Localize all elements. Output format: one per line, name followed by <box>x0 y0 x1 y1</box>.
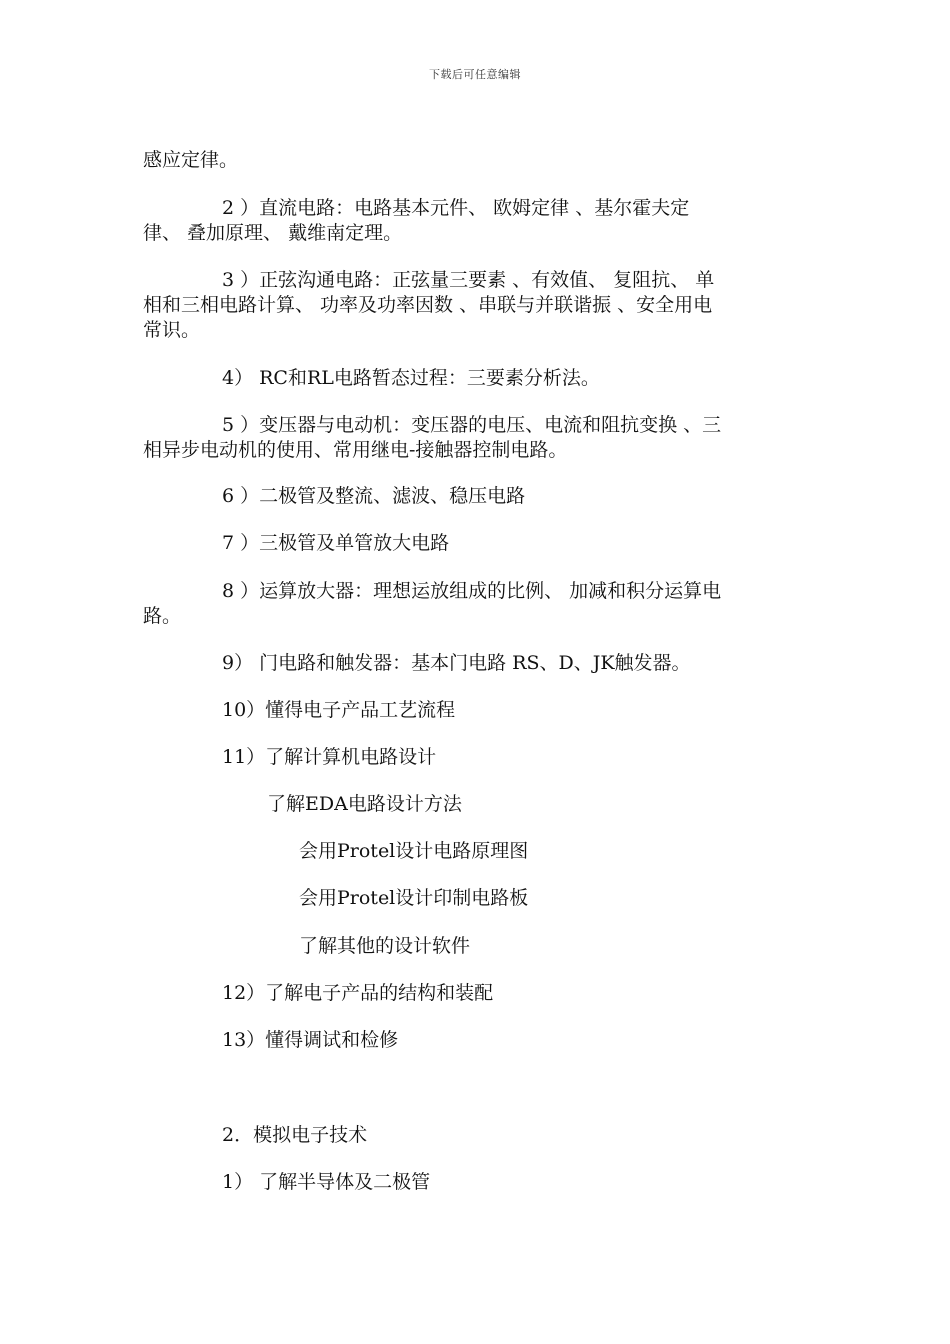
text-line: 11）了解计算机电路设计 <box>222 746 437 768</box>
text-line: 常识。 <box>143 319 201 341</box>
text-line: 4） RC和RL电路暂态过程：三要素分析法。 <box>222 367 600 389</box>
text-line: 9） 门电路和触发器：基本门电路 RS、D、JK触发器。 <box>222 652 691 674</box>
text-line: 5 ）变压器与电动机：变压器的电压、电流和阻抗变换 、三 <box>222 414 722 436</box>
text-line: 12）了解电子产品的结构和装配 <box>222 982 494 1004</box>
text-line: 2 ）直流电路：电路基本元件、 欧姆定律 、基尔霍夫定 <box>222 197 690 219</box>
text-line: 1） 了解半导体及二极管 <box>222 1171 431 1193</box>
text-line: 相异步电动机的使用、常用继电-接触器控制电路。 <box>143 439 568 461</box>
text-line: 8 ）运算放大器：理想运放组成的比例、 加减和积分运算电 <box>222 580 722 602</box>
text-line: 3 ）正弦沟通电路：正弦量三要素 、有效值、 复阻抗、 单 <box>222 269 715 291</box>
text-line: 会用Protel设计印制电路板 <box>299 887 529 909</box>
text-line: 相和三相电路计算、 功率及功率因数 、串联与并联谐振 、安全用电 <box>143 294 713 316</box>
text-line: 7 ）三极管及单管放大电路 <box>222 532 450 554</box>
text-line: 13）懂得调试和检修 <box>222 1029 399 1051</box>
text-line: 会用Protel设计电路原理图 <box>299 840 529 862</box>
text-line: 了解EDA电路设计方法 <box>267 793 462 815</box>
section-heading: 2．模拟电子技术 <box>222 1124 368 1146</box>
text-line: 律、 叠加原理、 戴维南定理。 <box>143 222 403 244</box>
text-line: 路。 <box>143 605 182 627</box>
text-line: 6 ）二极管及整流、滤波、稳压电路 <box>222 485 526 507</box>
text-line: 了解其他的设计软件 <box>299 935 471 957</box>
text-line: 感应定律。 <box>143 149 239 171</box>
text-line: 10）懂得电子产品工艺流程 <box>222 699 456 721</box>
page-header: 下载后可任意编辑 <box>429 68 521 81</box>
